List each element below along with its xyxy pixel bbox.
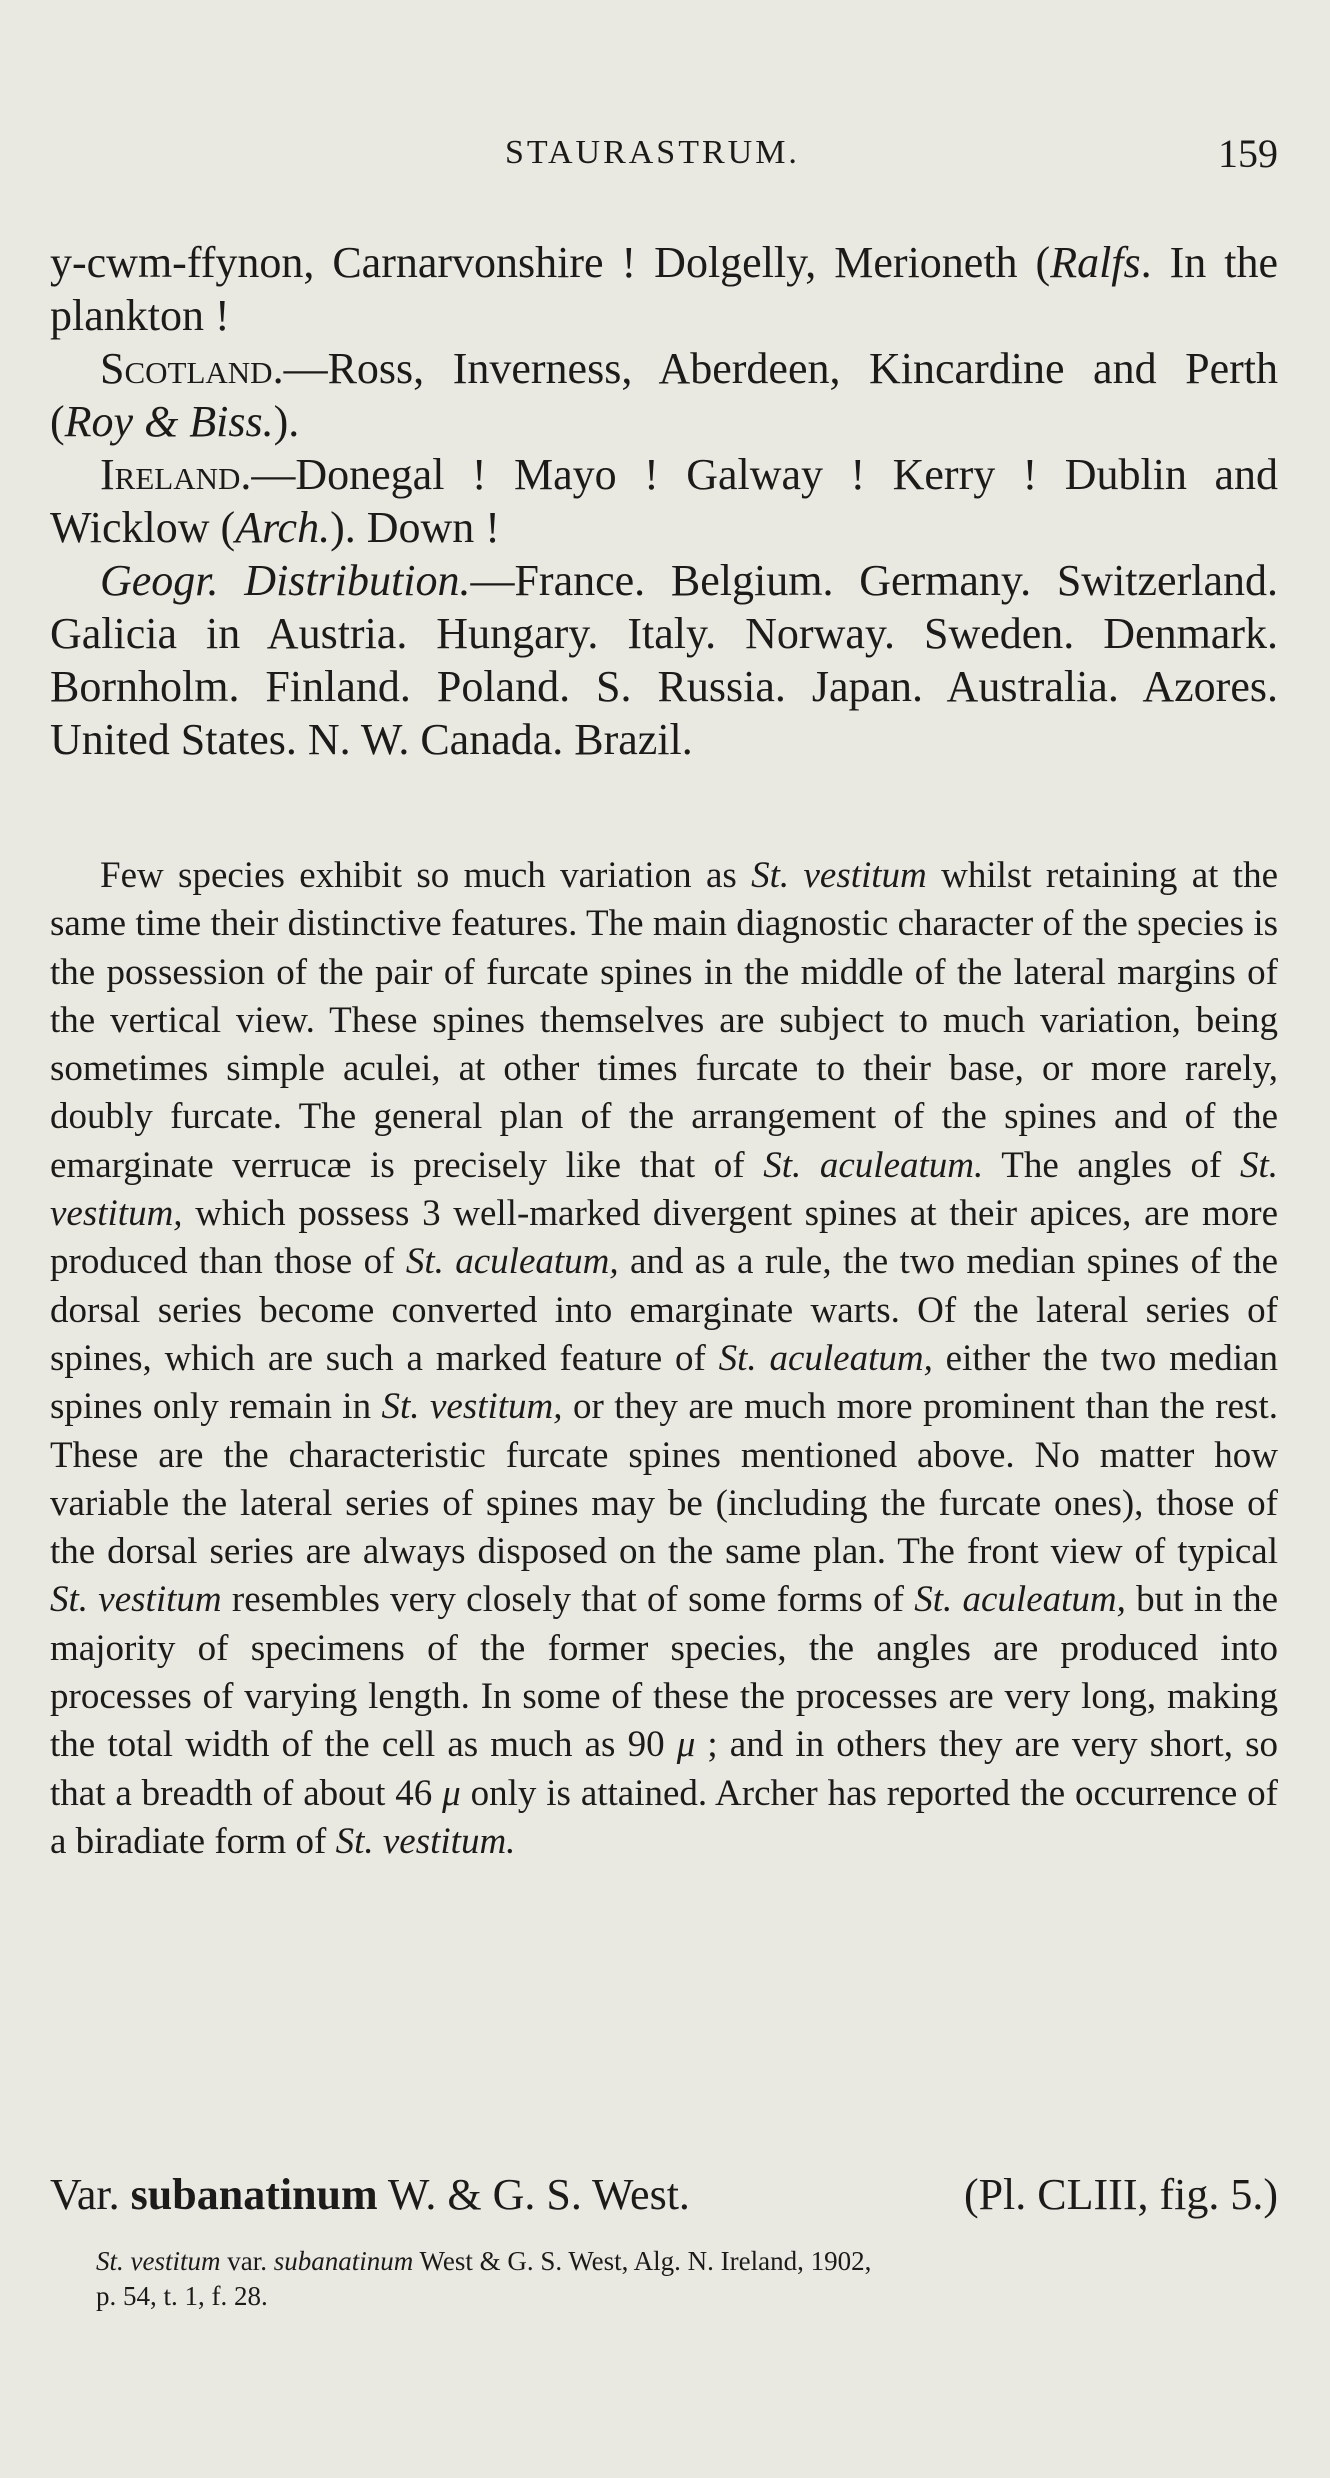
variety-name: subanatinum bbox=[130, 2170, 378, 2219]
wales-records: y-cwm-ffynon, Carnarvonshire ! Dolgelly, Merioneth (Ralfs. In the plankton ! bbox=[50, 238, 1279, 340]
scotland-records: Scotland.—Ross, Inverness, Aberdeen, Kincardine and Perth (Roy & Biss.). bbox=[50, 344, 1278, 446]
authority-arch: Arch. bbox=[235, 503, 331, 552]
variety-title: Var. subanatinum W. & G. S. West. bbox=[50, 2170, 690, 2219]
citation-line-2: p. 54, t. 1, f. 28. bbox=[96, 2281, 268, 2311]
variety-heading bbox=[50, 2168, 1278, 2222]
geogr-label: Geogr. Distribution. bbox=[100, 556, 471, 605]
discussion-paragraph: Few species exhibit so much variation as St. vestitum whilst retaining at the same time their distinctive features. The main diagnostic character of the species is the possession of the pair of furcate spines in the middle of the lateral margins of the vertical view. These spines themselves are subject to much variation, being sometimes simple aculei, at other times furcate to their base, or more rarely, doubly furcate. The general plan of the arrangement of the spines and of the emarginate verrucæ is precisely like that of St. aculeatum. The angles of St. vestitum, which possess 3 well-marked divergent spines at their apices, are more produced than those of St. aculeatum, and as a rule, the two median spines of the dorsal series become converted into emarginate warts. Of the lateral series of spines, which are such a marked feature of St. aculeatum, either the two median spines only remain in St. vestitum, or they are much more prominent than the rest. These are the characteristic furcate spines mentioned above. No matter how variable the lateral series of spines may be (including the furcate ones), those of the dorsal series are always disposed on the same plan. The front view of typical St. vestitum resembles very closely that of some forms of St. aculeatum, but in the majority of specimens of the former species, the angles are produced into processes of varying length. In some of these the processes are very long, making the total width of the cell as much as 90 μ ; and in others they are very short, so that a breadth of about 46 μ only is attained. Archer has reported the occurrence of a biradiate form of St. vestitum. bbox=[50, 855, 1279, 1862]
authority-ralfs: Ralfs bbox=[1050, 238, 1141, 287]
synonym-citation: St. vestitum var. subanatinum West & G. S. West, Alg. N. Ireland, 1902, p. 54, t. 1, f. 28. bbox=[50, 2244, 1278, 2314]
region-label-ireland: Ireland bbox=[100, 450, 241, 499]
region-label-scotland: Scotland bbox=[100, 344, 273, 393]
plate-reference: (Pl. CLIII, fig. 5.) bbox=[963, 2170, 1278, 2219]
geographic-distribution: Geogr. Distribution.—France. Belgium. Germany. Switzerland. Galicia in Austria. Hungary. Italy. Norway. Sweden. Denmark. Bornholm. Finland. Poland. S. Russia. Japan. Australia. Azores. United States. N. W. Canada. Brazil. bbox=[50, 556, 1278, 764]
ireland-records: Ireland.—Donegal ! Mayo ! Galway ! Kerry ! Dublin and Wicklow (Arch.). Down ! bbox=[50, 450, 1278, 552]
distribution-section bbox=[50, 236, 1278, 766]
running-head bbox=[0, 131, 1330, 182]
running-title: STAURASTRUM. bbox=[505, 134, 800, 171]
page-number: 159 bbox=[1218, 131, 1278, 176]
authority-roy-biss: Roy & Biss. bbox=[64, 397, 274, 446]
